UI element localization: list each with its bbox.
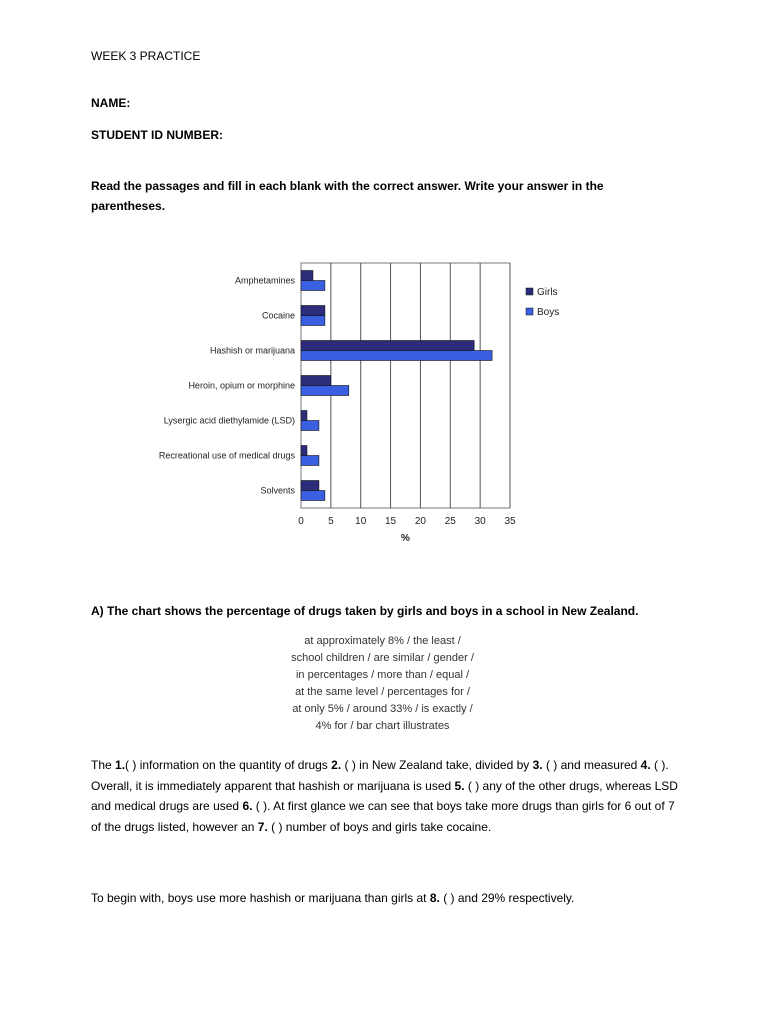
bar-boys [301, 386, 349, 396]
bar-boys [301, 316, 325, 326]
category-label: Solvents [260, 485, 295, 496]
legend-swatch-boys [526, 308, 533, 315]
blank-number: 5. [454, 778, 465, 793]
word-bank-line: 4% for / bar chart illustrates [315, 720, 450, 732]
bar-boys [301, 351, 492, 361]
passage-paragraph-2 [91, 888, 681, 909]
blank-number: 4. [640, 758, 651, 772]
x-tick-label: 10 [355, 516, 367, 527]
word-bank-line: in percentages / more than / equal / [295, 669, 470, 681]
passage-text: ( ) in New Zealand take, divided by [341, 758, 533, 772]
name-label: NAME: [91, 96, 131, 110]
category-label: Cocaine [261, 310, 295, 321]
bar-boys [301, 421, 319, 431]
passage-text: ( ) number of boys and girls take cocaine. [267, 819, 492, 834]
bar-girls [301, 411, 307, 421]
bar-girls [301, 271, 313, 281]
passage-text: ( ). Overall, it is immediately apparent that hashish or marijuana is used [91, 758, 669, 793]
word-bank-line: school children / are similar / gender / [291, 652, 474, 664]
x-tick-label: 25 [444, 516, 456, 527]
x-tick-label: 20 [414, 516, 426, 527]
x-tick-label: 35 [504, 516, 516, 527]
category-label: Amphetamines [234, 275, 295, 286]
drug-usage-bar-chart [148, 256, 568, 551]
blank-number: 6. [242, 799, 253, 813]
word-bank-line: at approximately 8% / the least / [304, 635, 461, 647]
passage-text: ( ) and 29% respectively. [439, 891, 575, 905]
blank-number: 2. [331, 758, 342, 772]
word-bank-line: at only 5% / around 33% / is exactly / [292, 703, 473, 715]
category-label: Heroin, opium or morphine [188, 380, 295, 391]
blank-number: 8. [429, 891, 440, 905]
legend-label-boys: Boys [537, 307, 560, 318]
word-bank [230, 633, 535, 735]
category-label: Hashish or marijuana [209, 345, 295, 356]
passage-text: ( ) any of the other drugs, whereas LSD and medical drugs are used [91, 778, 678, 813]
passage-text: ( ) information on the quantity of drugs [125, 758, 332, 772]
category-label: Lysergic acid diethylamide (LSD) [163, 415, 295, 426]
word-bank-line: at the same level / percentages for / [295, 686, 470, 698]
bar-girls [301, 481, 319, 491]
passage-text: ( ). At first glance we can see that boys take more drugs than girls for 6 out of 7 of the drugs listed, however an [91, 799, 675, 834]
student-id-label: STUDENT ID NUMBER: [91, 128, 223, 142]
bar-girls [301, 306, 325, 316]
bar-girls [301, 446, 307, 456]
legend-swatch-girls [526, 288, 533, 295]
passage-text: The [91, 758, 116, 772]
x-tick-label: 15 [385, 516, 397, 527]
bar-girls [301, 376, 331, 386]
passage-text: To begin with, boys use more hashish or marijuana than girls at [91, 891, 430, 905]
passage-paragraph-1 [91, 755, 681, 837]
chart-legend [526, 287, 559, 318]
x-axis-label: % [401, 533, 410, 544]
chart-x-ticks [298, 516, 516, 544]
passage-text: ( ) and measured [542, 758, 641, 772]
blank-number: 1. [115, 758, 126, 772]
bar-boys [301, 281, 325, 291]
bar-boys [301, 491, 325, 501]
x-tick-label: 30 [474, 516, 486, 527]
bar-girls [301, 341, 474, 351]
blank-number: 7. [257, 819, 268, 834]
question-a: A) The chart shows the percentage of drugs taken by girls and boys in a school in New Zealand. [91, 604, 639, 618]
instructions: Read the passages and fill in each blank with the correct answer. Write your answer in the parentheses. [91, 179, 604, 213]
x-tick-label: 0 [298, 516, 304, 527]
bar-boys [301, 456, 319, 466]
chart-category-labels [159, 276, 296, 496]
week-title: WEEK 3 PRACTICE [91, 49, 201, 63]
category-label: Recreational use of medical drugs [158, 450, 295, 461]
legend-label-girls: Girls [537, 287, 558, 298]
x-tick-label: 5 [328, 516, 334, 527]
blank-number: 3. [532, 758, 543, 772]
